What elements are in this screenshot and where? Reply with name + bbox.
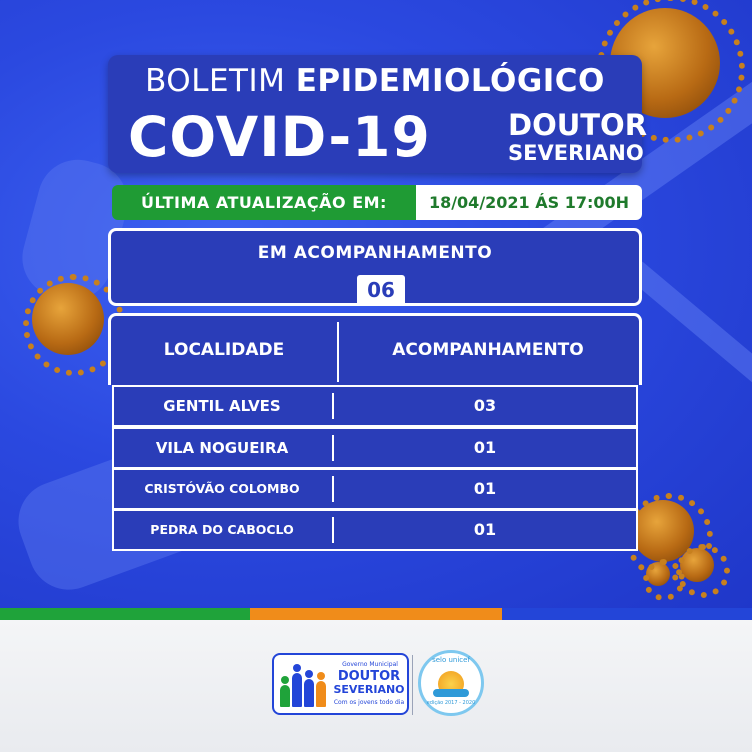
row-value: 03 xyxy=(473,396,497,415)
table-header xyxy=(108,313,642,385)
unicef-seal-logo xyxy=(418,650,484,716)
unicef-seal-title: selo unicef xyxy=(432,656,470,664)
footer-stripe-orange xyxy=(250,608,502,620)
row-location: VILA NOGUEIRA xyxy=(155,439,289,457)
row-value: 01 xyxy=(473,479,497,498)
virus-illustration xyxy=(32,283,104,355)
title-line1 xyxy=(128,63,622,99)
monitoring-total-label: EM ACOMPANHAMENTO xyxy=(257,243,493,263)
row-value: 01 xyxy=(473,438,497,457)
gov-name-line2: SEVERIANO xyxy=(333,683,405,696)
update-label: ÚLTIMA ATUALIZAÇÃO EM: xyxy=(112,185,416,220)
table-row xyxy=(114,470,636,508)
municipal-government-logo xyxy=(272,653,409,715)
title-covid: COVID-19 xyxy=(128,105,431,169)
row-location: PEDRA DO CABOCLO xyxy=(150,522,294,537)
gov-small-label: Governo Municipal xyxy=(342,661,398,668)
children-figures-icon xyxy=(278,661,328,707)
virus-illustration xyxy=(680,548,714,582)
title-panel xyxy=(108,55,648,173)
table-row xyxy=(114,429,636,467)
row-value: 01 xyxy=(473,520,497,539)
footer-stripe-green xyxy=(0,608,250,620)
table-row xyxy=(114,511,636,549)
footer-stripe-blue xyxy=(502,608,752,620)
title-word-boletim: BOLETIM xyxy=(145,63,286,99)
gov-slogan: Com os jovens todo dia xyxy=(333,699,405,706)
city-name-line2: SEVERIANO xyxy=(508,141,644,165)
logo-divider xyxy=(412,655,413,715)
wave-icon xyxy=(433,689,469,697)
virus-illustration xyxy=(646,562,670,586)
city-name-line1: DOUTOR xyxy=(508,108,648,142)
monitoring-total-value: 06 xyxy=(357,275,405,305)
gov-name-line1: DOUTOR xyxy=(337,669,401,684)
monitoring-total-panel xyxy=(108,228,642,306)
update-value: 18/04/2021 ÁS 17:00H xyxy=(416,185,642,220)
title-word-epidemiologico: EPIDEMIOLÓGICO xyxy=(295,63,605,99)
unicef-seal-edition: edição 2017 - 2020 xyxy=(426,700,476,706)
column-header-monitoring: ACOMPANHAMENTO xyxy=(392,340,584,360)
table-row xyxy=(114,387,636,425)
title-city xyxy=(508,108,648,165)
row-location: GENTIL ALVES xyxy=(163,397,281,415)
row-location: CRISTÓVÃO COLOMBO xyxy=(144,481,300,496)
column-header-location: LOCALIDADE xyxy=(163,340,285,360)
